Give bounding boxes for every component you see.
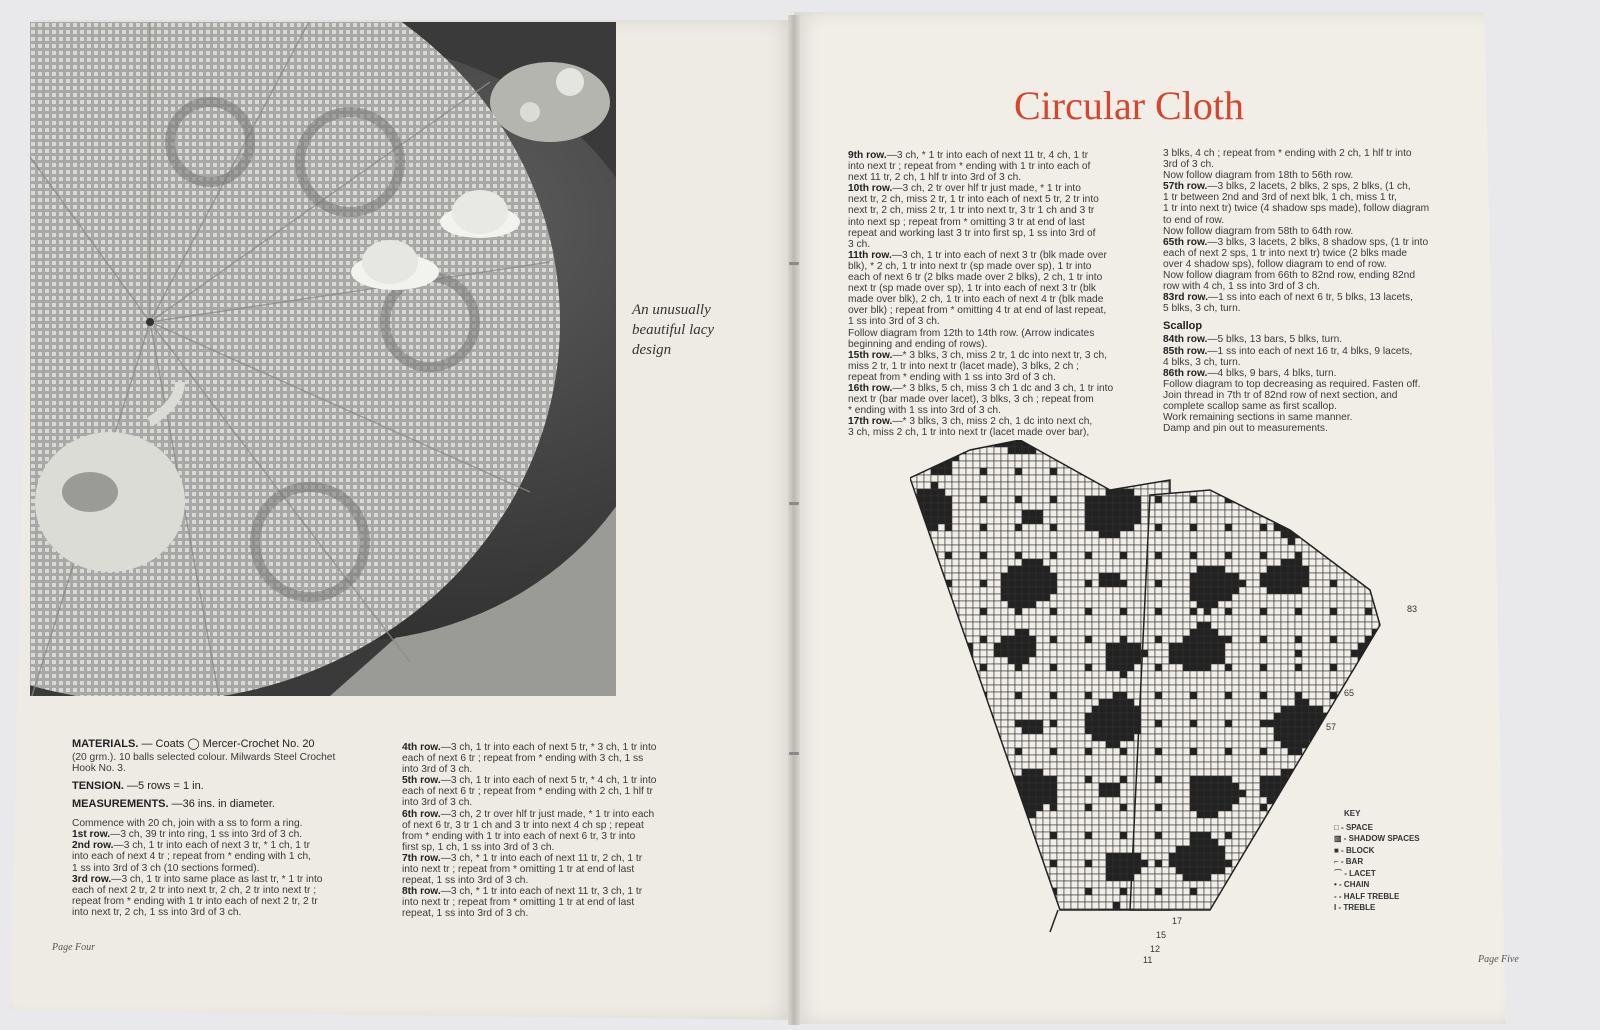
text-line: of next 6 tr, 3 tr 1 ch and 3 tr into next 4 ch sp ; repeat (402, 819, 644, 831)
text-line: repeat and working last 3 tr into first sp, 1 ss into 3rd of (848, 227, 1096, 239)
text-line: each of next 6 tr ; repeat from * ending with 3 ch, 1 ss (402, 753, 644, 765)
text-line: 10th row.—3 ch, 2 tr over hlf tr just made, * 1 tr into (848, 183, 1081, 195)
text-line: 5 blks, 3 ch, turn. (1163, 303, 1241, 315)
row-label-17: 17 (1172, 916, 1183, 926)
text-line: repeat, 1 ss into 3rd of 3 ch. (402, 875, 529, 887)
measurements-text: —36 ins. in diameter. (171, 798, 275, 811)
text-line: over blk) ; repeat from * omitting 4 tr at end of last repeat, (848, 305, 1107, 317)
text-line: miss 2 tr, 1 tr into next tr (lacet made), 3 blks, 2 ch ; (848, 360, 1079, 372)
staple (789, 262, 799, 265)
row-label-65: 65 (1344, 688, 1355, 698)
text-line: 65th row.—3 blks, 3 lacets, 2 blks, 8 shadow sps, (1 tr into (1163, 236, 1429, 248)
measurements (72, 796, 392, 812)
text-line: 15th row.—* 3 blks, 3 ch, miss 2 tr, 1 dc into next tr, 3 ch, (848, 349, 1107, 361)
text-line: into next sp ; repeat from * omitting 3 tr at end of last (848, 216, 1085, 228)
text-line: Now follow diagram from 66th to 82nd row, ending 82nd (1163, 270, 1416, 282)
text-line: Follow diagram to top decreasing as required. Fasten off. (1163, 378, 1421, 390)
text-line: each of next 6 tr (2 blks made over 2 blks), 2 ch, 1 tr into (848, 272, 1103, 284)
text-line: Follow diagram from 12th to 14th row. (Arrow indicates (848, 327, 1095, 339)
text-line: 4 blks, 3 ch, turn. (1163, 356, 1241, 368)
text-line: to end of row. (1163, 214, 1225, 226)
text-line: into next tr ; repeat from * ending with 1 tr into each of (848, 161, 1091, 173)
caption-line: An unusually (632, 302, 711, 318)
key-item: ■ - BLOCK (1334, 845, 1375, 855)
key-item: • - CHAIN (1334, 880, 1370, 889)
caption-line: design (632, 342, 672, 358)
text-line: Now follow diagram from 58th to 64th row. (1163, 225, 1354, 237)
text-line: 1 tr between 2nd and 3rd of next blk, 1 ch, miss 1 tr, (1163, 192, 1397, 204)
text-line: Hook No. 3. (72, 763, 126, 775)
text-line: into 3rd of 3 ch. (402, 797, 473, 809)
text-line: (20 grm.). 10 balls selected colour. Milwards Steel Crochet (72, 752, 336, 763)
cloth-photo (30, 22, 616, 696)
text-line: 1 ss into 3rd of 3 ch (10 sections formed). (72, 862, 260, 874)
row-label-15: 15 (1156, 930, 1167, 940)
instructions-column-3 (848, 150, 1156, 438)
measurements-label: MEASUREMENTS. (72, 798, 169, 811)
text-line: into each of next 4 tr ; repeat from * ending with 1 ch, (72, 851, 311, 863)
text-line: 1 tr into next tr) twice (4 shadow sps made), follow diagram (1163, 203, 1430, 215)
text-line: Damp and pin out to measurements. (1163, 423, 1328, 435)
materials-text: — Coats ◯ Mercer-Crochet No. 20 (141, 738, 315, 750)
scallop-heading: Scallop (1163, 320, 1203, 333)
text-line: made over blk), 2 ch, 1 tr into each of next 4 tr (blk made (848, 294, 1104, 306)
text-line: 5th row.—3 ch, 1 tr into each of next 5 tr, * 4 ch, 1 tr into (402, 775, 657, 787)
tension (72, 778, 392, 794)
text-line: 4th row.—3 ch, 1 tr into each of next 5 tr, * 3 ch, 1 tr into (402, 742, 657, 753)
text-line: first sp, 1 ch, 1 ss into 3rd of 3 ch. (402, 841, 555, 853)
text-line: into next tr ; repeat from * omitting 1 tr at end of last (402, 864, 635, 876)
key-item: □ - SPACE (1334, 822, 1373, 832)
text-line: Join thread in 7th tr of 82nd row of next section, and (1163, 389, 1398, 401)
text-line: 86th row.—4 blks, 9 bars, 4 blks, turn. (1163, 367, 1337, 379)
key-item: ⌐ - BAR (1334, 857, 1364, 866)
text-line: 6th row.—3 ch, 2 tr over hlf tr just made, * 1 tr into each (402, 808, 655, 820)
text-line: 57th row.—3 blks, 2 lacets, 2 blks, 2 sps, 2 blks, (1 ch, (1163, 181, 1411, 193)
page-number-right: Page Five (1478, 954, 1519, 965)
text-line: 3rd row.—3 ch, 1 tr into same place as last tr, * 1 tr into (72, 873, 323, 885)
text-line: 3rd of 3 ch. (1163, 159, 1214, 171)
text-line: next tr, 2 ch, miss 2 tr, 1 tr into next tr, 3 tr 1 ch and 3 tr (848, 205, 1095, 217)
text-line: beginning and ending of rows). (848, 338, 988, 350)
text-line: each of next 2 tr, 2 tr into next tr, 2 ch, 2 tr into next tr ; (72, 884, 317, 896)
text-line: Work remaining sections in same manner. (1163, 412, 1353, 424)
text-line: over 4 shadow sps), follow diagram to end of row. (1163, 258, 1387, 270)
key-title: KEY (1344, 809, 1361, 818)
text-line: 3 ch. (848, 238, 871, 250)
text-line: 85th row.—1 ss into each of next 16 tr, 4 blks, 9 lacets, (1163, 345, 1413, 357)
key-item: ⌒ - LACET (1334, 868, 1376, 878)
text-line: 3 blks, 4 ch ; repeat from * ending with 2 ch, 1 hlf tr into (1163, 148, 1412, 159)
photo-caption (632, 300, 792, 360)
text-line: 84th row.—5 blks, 13 bars, 5 blks, turn. (1163, 334, 1343, 346)
text-line: Commence with 20 ch, join with a ss to form a ring. (72, 818, 303, 830)
tension-label: TENSION. (72, 780, 124, 793)
page-title: Circular Cloth (1014, 83, 1244, 128)
text-line: blk), * 2 ch, 1 tr into next tr (sp made over sp), 1 tr into (848, 260, 1092, 272)
text-line: next tr, 2 ch, miss 2 tr, 1 tr into each of next 5 tr, 2 tr into (848, 194, 1099, 206)
text-line: 8th row.—3 ch, * 1 tr into each of next 11 tr, 3 ch, 1 tr (402, 886, 643, 898)
caption-line: beautiful lacy (632, 322, 715, 338)
key-item: ▥ - SHADOW SPACES (1334, 834, 1420, 843)
text-line: into 3rd of 3 ch. (402, 764, 473, 776)
instructions-column-2 (402, 742, 747, 920)
text-line: into next tr, 2 ch, 1 ss into 3rd of 3 ch. (72, 906, 242, 918)
text-line: repeat from * ending with 1 ss into 3rd of 3 ch. (848, 371, 1056, 383)
text-line: 17th row.—* 3 blks, 3 ch, miss 2 ch, 1 dc into next ch, (848, 416, 1093, 428)
text-line: 16th row.—* 3 blks, 5 ch, miss 3 ch 1 dc and 3 ch, 1 tr into (848, 382, 1114, 394)
key-item: - - HALF TREBLE (1334, 891, 1400, 901)
start-arrow (1050, 910, 1058, 932)
text-line: complete scallop same as first scallop. (1163, 400, 1337, 412)
text-line: 11th row.—3 ch, 1 tr into each of next 3 tr (blk made over (848, 249, 1107, 261)
text-line: 2nd row.—3 ch, 1 tr into each of next 3 tr, * 1 ch, 1 tr (72, 840, 311, 852)
staple (789, 752, 799, 755)
key-item: I - TREBLE (1334, 903, 1376, 912)
text-line: 1 ss into 3rd of 3 ch. (848, 316, 940, 328)
text-line: * ending with 1 ss into 3rd of 3 ch. (848, 405, 1001, 417)
tension-text: —5 rows = 1 in. (127, 780, 204, 793)
text-line: each of next 6 tr ; repeat from * ending with 2 ch, 1 hlf tr (402, 786, 653, 798)
instructions-column-1 (72, 736, 392, 918)
text-line: repeat, 1 ss into 3rd of 3 ch. (402, 908, 529, 920)
page-number-left: Page Four (52, 942, 96, 953)
text-line: 7th row.—3 ch, * 1 tr into each of next 11 tr, 2 ch, 1 tr (402, 852, 643, 864)
scallop-instructions (1163, 334, 1483, 434)
text-line: each of next 2 sps, 1 tr into next tr) twice (2 blks made (1163, 247, 1408, 259)
text-line: repeat from * ending with 1 tr into each of next 2 tr, 2 tr (72, 895, 318, 907)
text-line: next tr (bar made over lacet), 3 blks, 3 ch ; repeat from (848, 394, 1094, 406)
text-line: next tr (sp made over sp), 1 tr into each of next 3 tr (blk (848, 283, 1097, 295)
staple (789, 502, 799, 505)
row-label-83: 83 (1407, 604, 1418, 614)
row-label-57: 57 (1326, 722, 1337, 732)
text-line: 83rd row.—1 ss into each of next 6 tr, 5 blks, 13 lacets, (1163, 292, 1413, 304)
text-line: from * ending with 1 tr into each of next 6 tr, 3 tr into (402, 830, 636, 842)
diagram-key (1334, 808, 1420, 914)
text-line: into next tr ; repeat from * omitting 1 tr at end of last (402, 897, 635, 909)
row-label-12: 12 (1150, 944, 1161, 954)
text-line: 1st row.—3 ch, 39 tr into ring, 1 ss into 3rd of 3 ch. (72, 829, 303, 841)
instructions-column-4 (1163, 148, 1483, 434)
text-line: next 11 tr, 2 ch, 1 hlf tr into 3rd of 3 ch. (848, 172, 1022, 184)
spine (788, 15, 800, 1025)
row-instructions (72, 818, 392, 918)
row-label-11: 11 (1143, 955, 1153, 965)
text-line: Now follow diagram from 18th to 56th row. (1163, 170, 1354, 182)
materials-label: MATERIALS. (72, 738, 139, 750)
text-line: 3 ch, miss 2 ch, 1 tr into next tr (lacet made over bar), (848, 427, 1090, 439)
row-instructions (1163, 148, 1483, 314)
text-line: 9th row.—3 ch, * 1 tr into each of next 11 tr, 4 ch, 1 tr (848, 150, 1089, 161)
text-line: row with 4 ch, 1 ss into 3rd of 3 ch. (1163, 281, 1320, 293)
materials (72, 736, 392, 752)
